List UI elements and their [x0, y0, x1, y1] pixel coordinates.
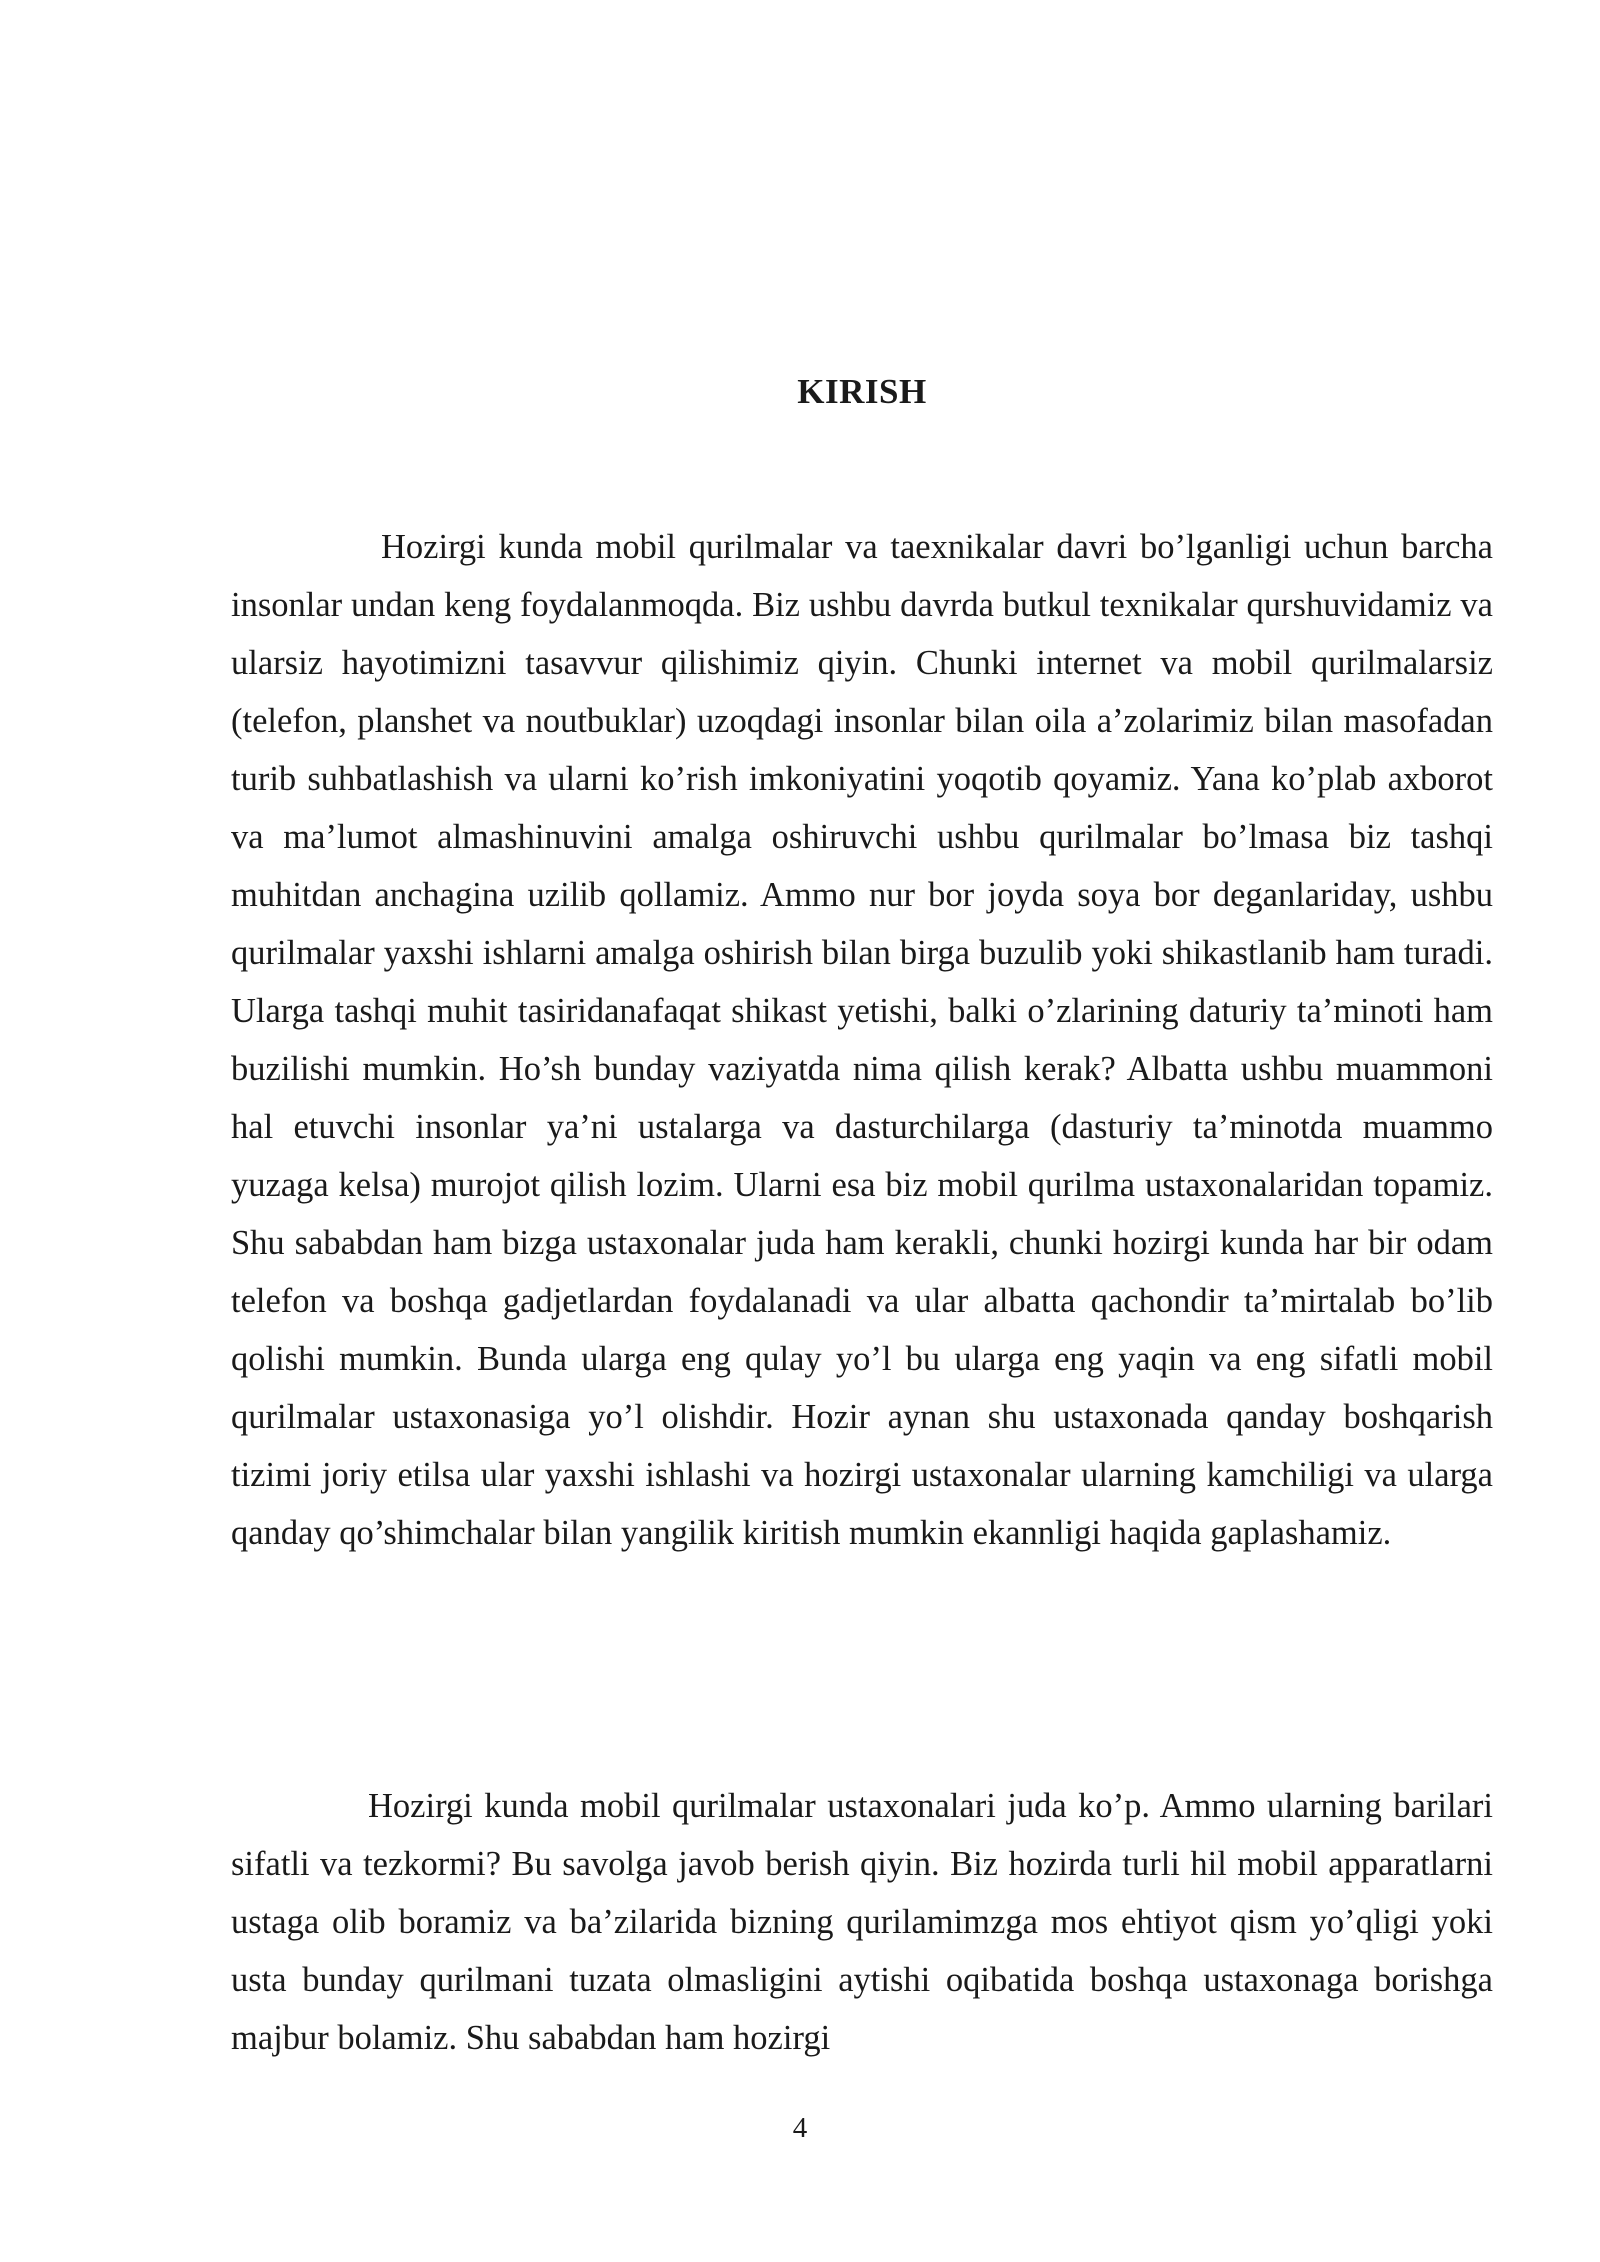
section-title: KIRISH: [797, 372, 927, 411]
body-paragraph-1: Hozirgi kunda mobil qurilmalar va taexnikalar davri bo’lganligi uchun barcha insonlar undan keng foydalanmoqda. Biz ushbu davrda butkul texnikalar qurshuvidamiz va ularsiz hayotimizni tasavvur qilishimiz qiyin. Chunki internet va mobil qurilmalarsiz (telefon, planshet va noutbuklar) uzoqdagi insonlar bilan oila a’zolarimiz bilan masofadan turib suhbatlashish va ularni ko’rish imkoniyatini yoqotib qoyamiz. Yana ko’plab axborot va ma’lumot almashinuvini amalga oshiruvchi ushbu qurilmalar bo’lmasa biz tashqi muhitdan anchagina uzilib qollamiz. Ammo nur bor joyda soya bor deganlariday, ushbu qurilmalar yaxshi ishlarni amalga oshirish bilan birga buzulib yoki shikastlanib ham turadi. Ularga tashqi muhit tasiridanafaqat shikast yetishi, balki o’zlarining daturiy ta’minoti ham buzilishi mumkin. Ho’sh bunday vaziyatda nima qilish kerak? Albatta ushbu muammoni hal etuvchi insonlar ya’ni ustalarga va dasturchilarga (dasturiy ta’minotda muammo yuzaga kelsa) murojot qilish lozim. Ularni esa biz mobil qurilma ustaxonalaridan topamiz. Shu sababdan ham bizga ustaxonalar juda ham kerakli, chunki hozirgi kunda har bir odam telefon va boshqa gadjetlardan foydalanadi va ular albatta qachondir ta’mirtalab bo’lib qolishi mumkin. Bunda ularga eng qulay yo’l bu ularga eng yaqin va eng sifatli mobil qurilmalar ustaxonasiga yo’l olishdir. Hozir aynan shu ustaxonada qanday boshqarish tizimi joriy etilsa ular yaxshi ishlashi va hozirgi ustaxonalar ularning kamchiligi va ularga qanday qo’shimchalar bilan yangilik kiritish mumkin ekannligi haqida gaplashamiz.: [231, 528, 1493, 1552]
page-number: 4: [792, 2112, 808, 2144]
body-paragraph-2: Hozirgi kunda mobil qurilmalar ustaxonalari juda ko’p. Ammo ularning barilari sifatli va tezkormi? Bu savolga javob berish qiyin. Biz hozirda turli hil mobil apparatlarni ustaga olib boramiz va ba’zilarida bizning qurilamimzga mos ehtiyot qism yo’qligi yoki usta bunday qurilmani tuzata olmasligini aytishi oqibatida boshqa ustaxonaga borishga majbur bolamiz. Shu sababdan ham hozirgi: [231, 1787, 1493, 2057]
